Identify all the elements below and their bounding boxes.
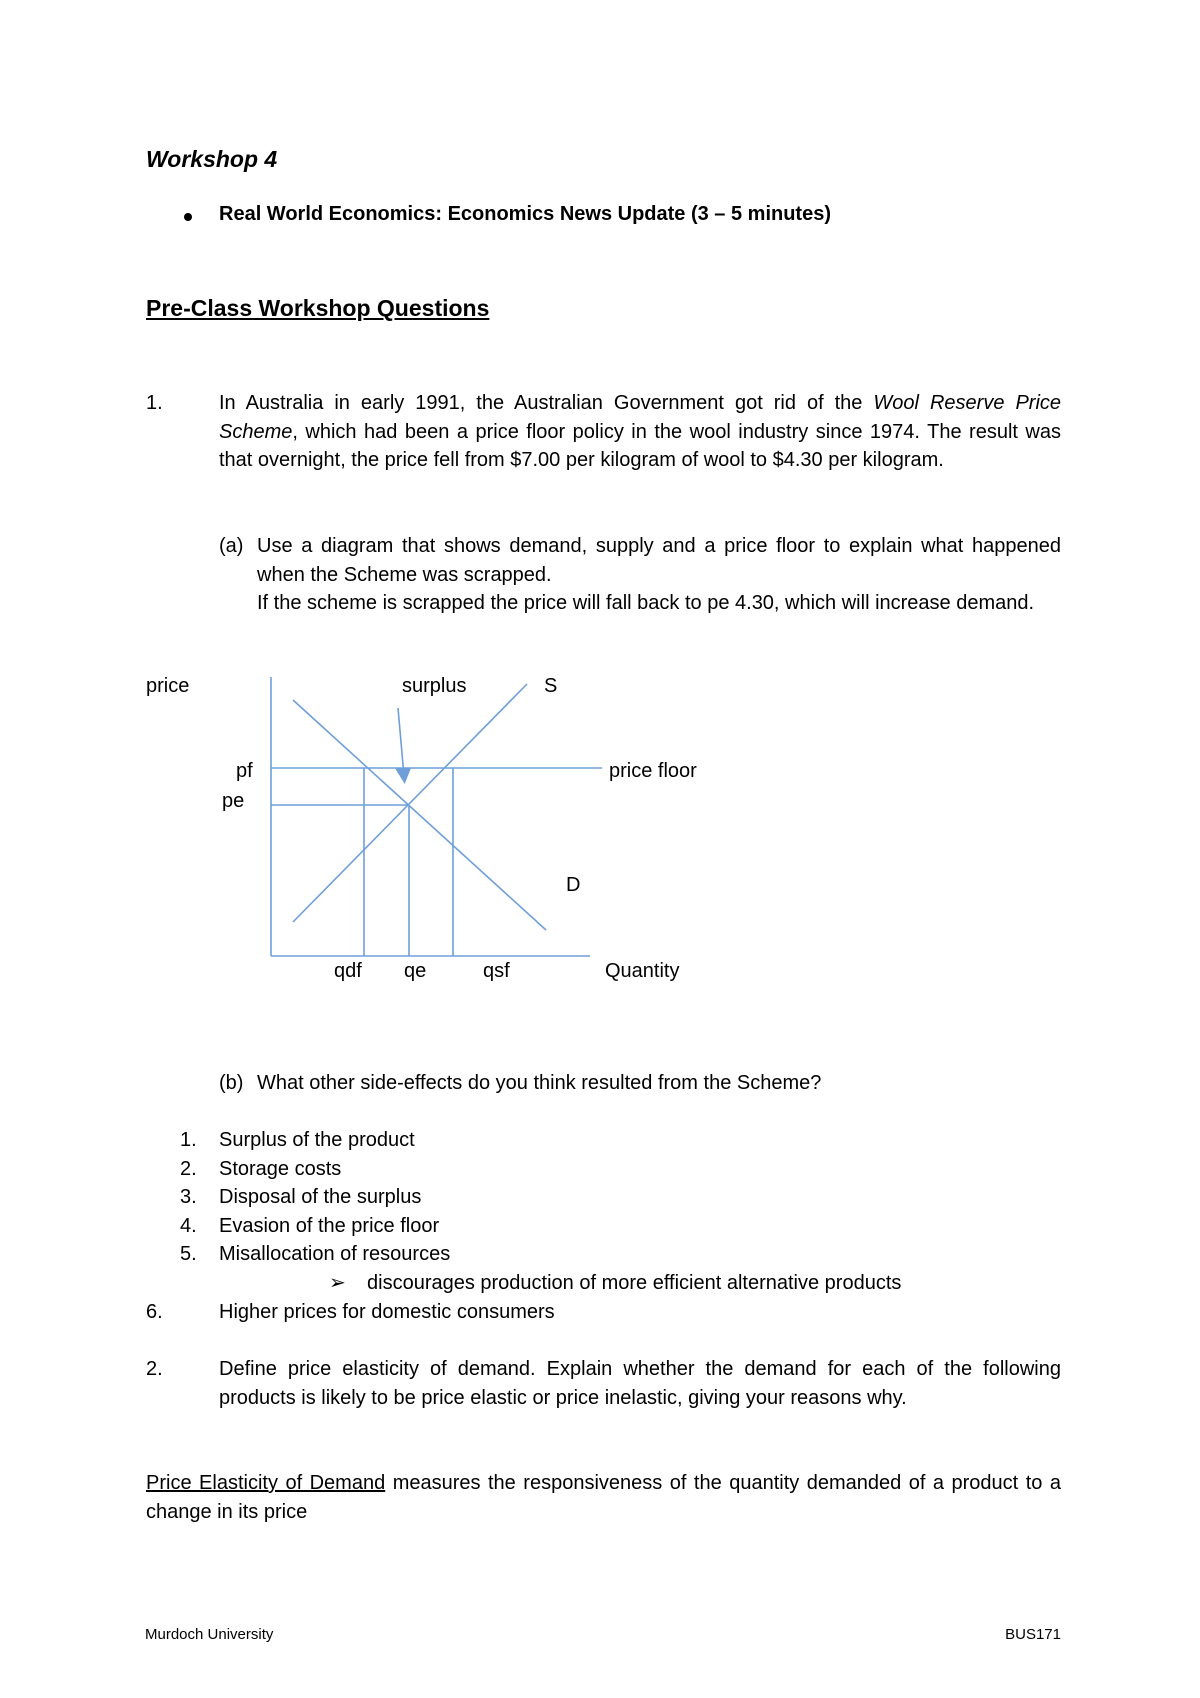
diagram-qe-label: qe	[404, 960, 427, 982]
item6-number: 6.	[146, 1301, 163, 1323]
sub-point	[329, 1269, 901, 1298]
diagram-qsf-label: qsf	[483, 960, 510, 982]
item6-text: Higher prices for domestic consumers	[219, 1301, 555, 1323]
q1b-label: (b)	[219, 1072, 244, 1094]
side-effects-list	[180, 1126, 450, 1269]
diagram-demand-label: D	[566, 874, 581, 896]
q2-number: 2.	[146, 1358, 163, 1380]
q1-text-part2: , which had been a price floor policy in the wool industry since 1974. The result was that overnight, the price fell from $7.00 per kilogram of wool to $4.30 per kilogram.	[219, 420, 1061, 471]
q1-number: 1.	[146, 392, 163, 414]
demand-curve	[293, 700, 546, 930]
q1a-label: (a)	[219, 535, 244, 557]
diagram-supply-label: S	[544, 675, 558, 697]
diagram-price-floor-label: price floor	[609, 760, 697, 782]
page-title: Workshop 4	[146, 146, 278, 172]
q1-scheme-name: Wool Reserve Price Scheme	[219, 392, 1062, 443]
q2-text: Define price elasticity of demand. Explain whether the demand for each of the following products is likely to be price elastic or price inelastic, giving your reasons why.	[219, 1358, 1061, 1409]
ped-definition-text: measures the responsiveness of the quantity demanded of a product to a change in its price	[146, 1472, 1061, 1523]
list-item: 1. Surplus of the product	[180, 1129, 415, 1151]
diagram-pe-label: pe	[222, 790, 245, 812]
list-item: 2. Storage costs	[180, 1157, 342, 1180]
supply-curve	[293, 684, 527, 922]
sub-point-text: discourages production of more efficient alternative products	[367, 1272, 902, 1294]
footer-right: BUS171	[1005, 1626, 1061, 1643]
ped-definition	[146, 1469, 1061, 1526]
q1a-answer: If the scheme is scrapped the price will fall back to pe 4.30, which will increase demand.	[257, 592, 1035, 614]
diagram-y-axis-label: price	[146, 675, 190, 697]
list-item: 5. Misallocation of resources	[180, 1243, 451, 1265]
q1b-question: What other side-effects do you think resulted from the Scheme?	[257, 1072, 822, 1094]
list-item: 4. Evasion of the price floor	[180, 1214, 440, 1237]
ped-term: Price Elasticity of Demand	[146, 1472, 386, 1494]
surplus-arrow	[398, 708, 404, 776]
diagram-x-axis-label: Quantity	[605, 960, 680, 982]
diagram-pf-label: pf	[236, 760, 253, 782]
diagram-qdf-label: qdf	[334, 960, 362, 982]
section-heading: Pre-Class Workshop Questions	[146, 295, 490, 321]
q1-text-part1: In Australia in early 1991, the Australian Government got rid of the	[219, 392, 874, 414]
footer-left: Murdoch University	[145, 1626, 274, 1643]
diagram-surplus-label: surplus	[402, 675, 467, 697]
arrow-bullet-icon: ➢	[329, 1272, 346, 1294]
q1a-question: Use a diagram that shows demand, supply and a price floor to explain what happened when the Scheme was scrapped.	[257, 535, 1061, 586]
list-item: 3. Disposal of the surplus	[180, 1186, 422, 1208]
bullet-news-update: Real World Economics: Economics News Update (3 – 5 minutes)	[219, 203, 832, 225]
